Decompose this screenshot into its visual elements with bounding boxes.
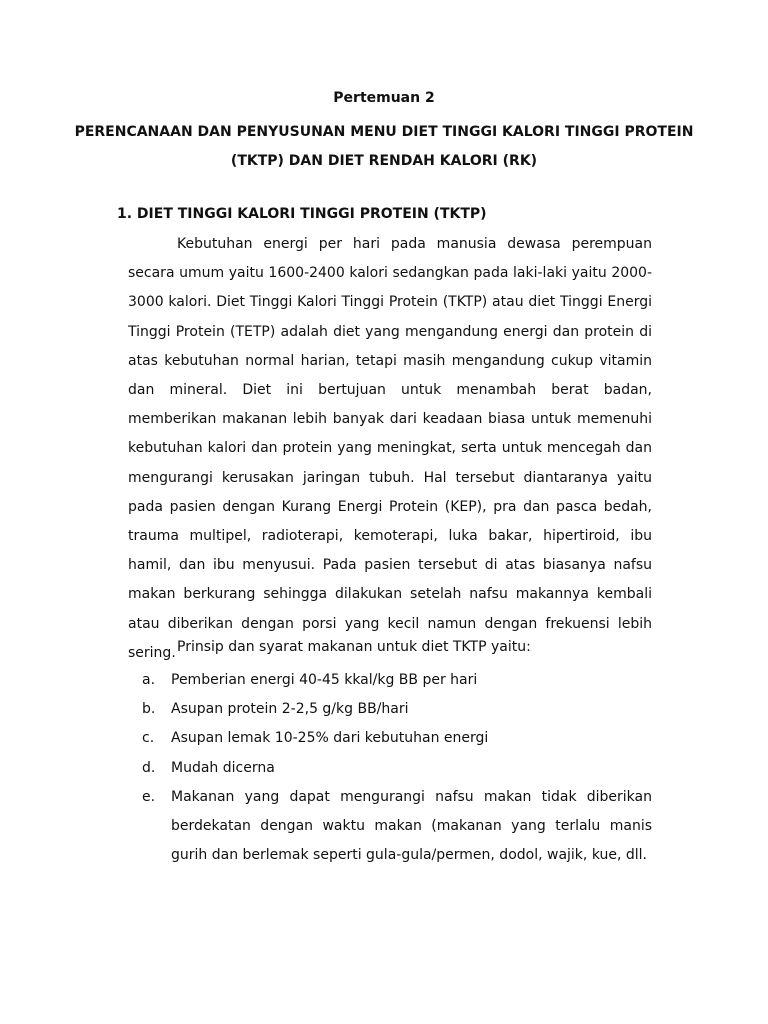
list-item (128, 695, 652, 724)
list-item-text: Makanan yang dapat mengurangi nafsu makan tidak diberikan berdekatan dengan waktu makan (makanan yang terlalu manis gurih dan berlemak seperti gula-gula/permen, dodol, wajik, kue, dll. (171, 788, 652, 864)
list-marker: c. (142, 730, 155, 747)
list-marker: d. (142, 759, 156, 776)
list-item (128, 754, 652, 783)
list-marker: e. (142, 788, 156, 805)
list-intro: Prinsip dan syarat makanan untuk diet TKTP yaitu: (177, 639, 531, 655)
body-paragraph: Kebutuhan energi per hari pada manusia dewasa perempuan secara umum yaitu 1600-2400 kalori sedangkan pada laki-laki yaitu 2000-3000 kalori. Diet Tinggi Kalori Tinggi Protein (TKTP) atau diet Tinggi Energi Tinggi Protein (TETP) adalah diet yang mengandung energi dan protein di atas kebutuhan normal harian, tetapi masih mengandung cukup vitamin dan mineral. Diet ini bertujuan untuk menambah berat badan, memberikan makanan lebih banyak dari keadaan biasa untuk memenuhi kebutuhan kalori dan protein yang meningkat, serta untuk mencegah dan mengurangi kerusakan jaringan tubuh. Hal tersebut diantaranya yaitu pada pasien dengan Kurang Energi Protein (KEP), pra dan pasca bedah, trauma multipel, radioterapi, kemoterapi, luka bakar, hipertiroid, ibu hamil, dan ibu menyusui. Pada pasien tersebut di atas biasanya nafsu makan berkurang sehingga dilakukan setelah nafsu makannya kembali atau diberikan dengan porsi yang kecil namun dengan frekuensi lebih sering. (128, 236, 652, 661)
list-item-text: Mudah dicerna (171, 759, 275, 776)
list-item-text: Pemberian energi 40-45 kkal/kg BB per hari (171, 672, 478, 688)
list-item-text: Asupan protein 2-2,5 g/kg BB/hari (171, 701, 409, 718)
document-title: PERENCANAAN DAN PENYUSUNAN MENU DIET TINGGI KALORI TINGGI PROTEIN (TKTP) DAN DIET RENDAH KALORI (RK) (74, 124, 694, 169)
meeting-label: Pertemuan 2 (333, 90, 435, 106)
list-item (128, 724, 652, 753)
section-heading: 1. DIET TINGGI KALORI TINGGI PROTEIN (TKTP) (117, 206, 487, 222)
requirements-list (128, 666, 652, 870)
list-marker: a. (142, 672, 156, 688)
list-item (128, 666, 652, 695)
list-item-text: Asupan lemak 10-25% dari kebutuhan energi (171, 730, 489, 747)
list-item (128, 783, 652, 871)
list-marker: b. (142, 701, 156, 718)
